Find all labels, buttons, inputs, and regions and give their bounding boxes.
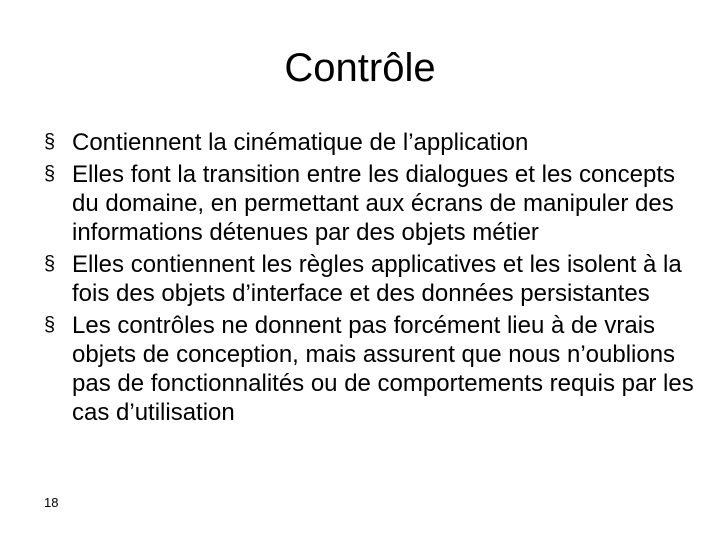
bullet-marker-icon: §	[44, 163, 56, 185]
bullet-item	[44, 160, 694, 247]
bullet-text: Les contrôles ne donnent pas forcément lieu à de vrais objets de conception, mais assurent que nous n’oublions pas de fonctionnalités ou de comportements requis par les cas d’utilisation	[72, 312, 694, 426]
bullet-text: Elles contiennent les règles applicatives et les isolent à la fois des objets d’interface et des données persistantes	[72, 251, 682, 307]
bullet-text: Elles font la transition entre les dialogues et les concepts du domaine, en permettant aux écrans de manipuler des informations détenues par des objets métier	[72, 161, 676, 246]
bullet-list	[44, 128, 694, 430]
page-number: 18	[44, 495, 59, 510]
bullet-marker-icon: §	[44, 131, 56, 153]
bullet-marker-icon: §	[44, 253, 56, 275]
bullet-item	[44, 311, 694, 427]
bullet-marker-icon: §	[44, 314, 56, 336]
slide-title: Contrôle	[284, 46, 436, 90]
bullet-text: Contiennent la cinématique de l’application	[72, 129, 529, 156]
bullet-item	[44, 250, 694, 308]
bullet-item	[44, 128, 694, 157]
